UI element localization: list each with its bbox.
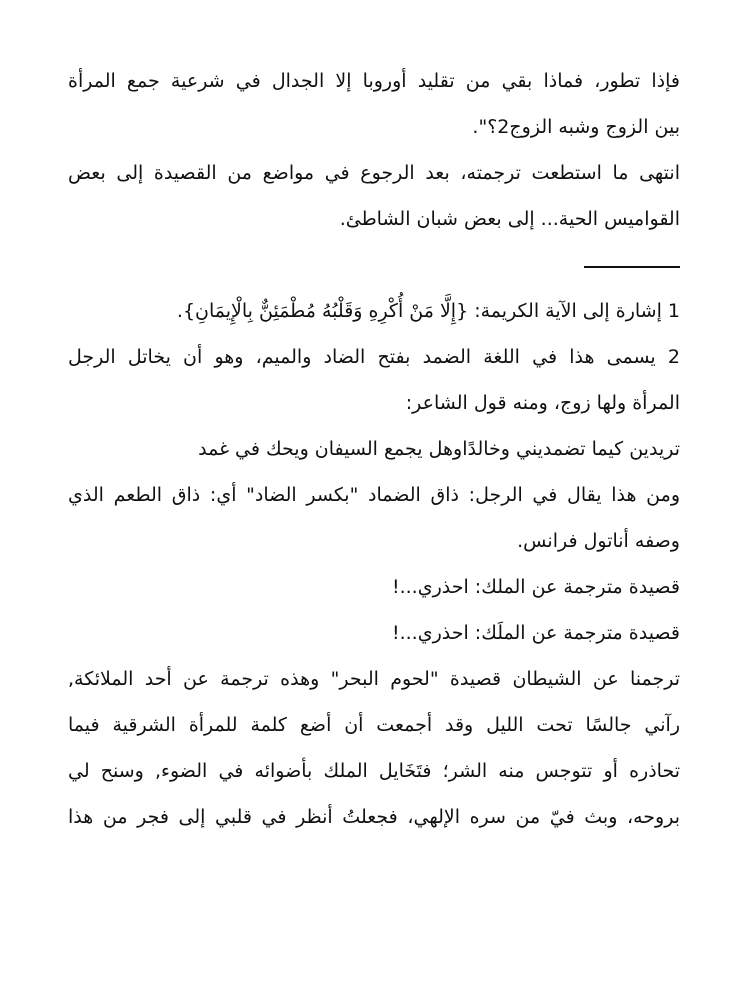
footnote-line: ومن هذا يقال في الرجل: ذاق الضماد "بكسر الضاد" أي: ذاق الطعم الذي: [68, 484, 680, 506]
section-line: بروحه، وبث فيّ من سره الإلهي، فجعلتُ أنظر في قلبي إلى فجر من هذا: [68, 806, 680, 828]
body-paragraph: [68, 58, 680, 242]
footnote-line: 1 إشارة إلى الآية الكريمة: {إِلَّا مَنْ أُكْرِهِ وَقَلْبُهُ مُطْمَئِنٌّ بِالْإِيمَانِ}.: [176, 300, 680, 322]
section-title: قصيدة مترجمة عن الملك: احذري...!: [391, 576, 680, 598]
body-line: بين الزوج وشبه الزوج2؟".: [472, 116, 680, 138]
section-line: رآني جالسًا تحت الليل وقد أجمعت أن أضع كلمة للمرأة الشرقية فيما: [68, 714, 680, 736]
body-line: انتهى ما استطعت ترجمته، بعد الرجوع في مواضع من القصيدة إلى بعض: [68, 162, 680, 184]
body-line: فإذا تطور، فماذا بقي من تقليد أوروبا إلا الجدال في شرعية جمع المرأة: [68, 70, 680, 92]
section-title: قصيدة مترجمة عن الملَك: احذري...!: [391, 622, 680, 644]
footnote-line: المرأة ولها زوج، ومنه قول الشاعر:: [405, 392, 680, 414]
section: [68, 564, 680, 840]
poem-verse: تريدين كيما تضمديني وخالدًاوهل يجمع السيفان ويحك في غمد: [198, 438, 680, 460]
footnote-rule: [584, 266, 680, 268]
footnote-line: 2 يسمى هذا في اللغة الضمد بفتح الضاد والميم، وهو أن يخاتل الرجل: [68, 346, 680, 368]
footnote-separator: [68, 242, 680, 288]
footnote-line: وصفه أناتول فرانس.: [517, 530, 680, 552]
document-page: [68, 58, 680, 840]
section-line: ترجمنا عن الشيطان قصيدة "لحوم البحر" وهذه ترجمة عن أحد الملائكة,: [68, 668, 680, 690]
body-line: القواميس الحية... إلى بعض شبان الشاطئ.: [339, 208, 680, 230]
footnotes: [68, 288, 680, 564]
section-line: تحاذره أو تتوجس منه الشر؛ فتَخَايل الملك بأضوائه في الضوء, وسنح لي: [68, 760, 680, 782]
